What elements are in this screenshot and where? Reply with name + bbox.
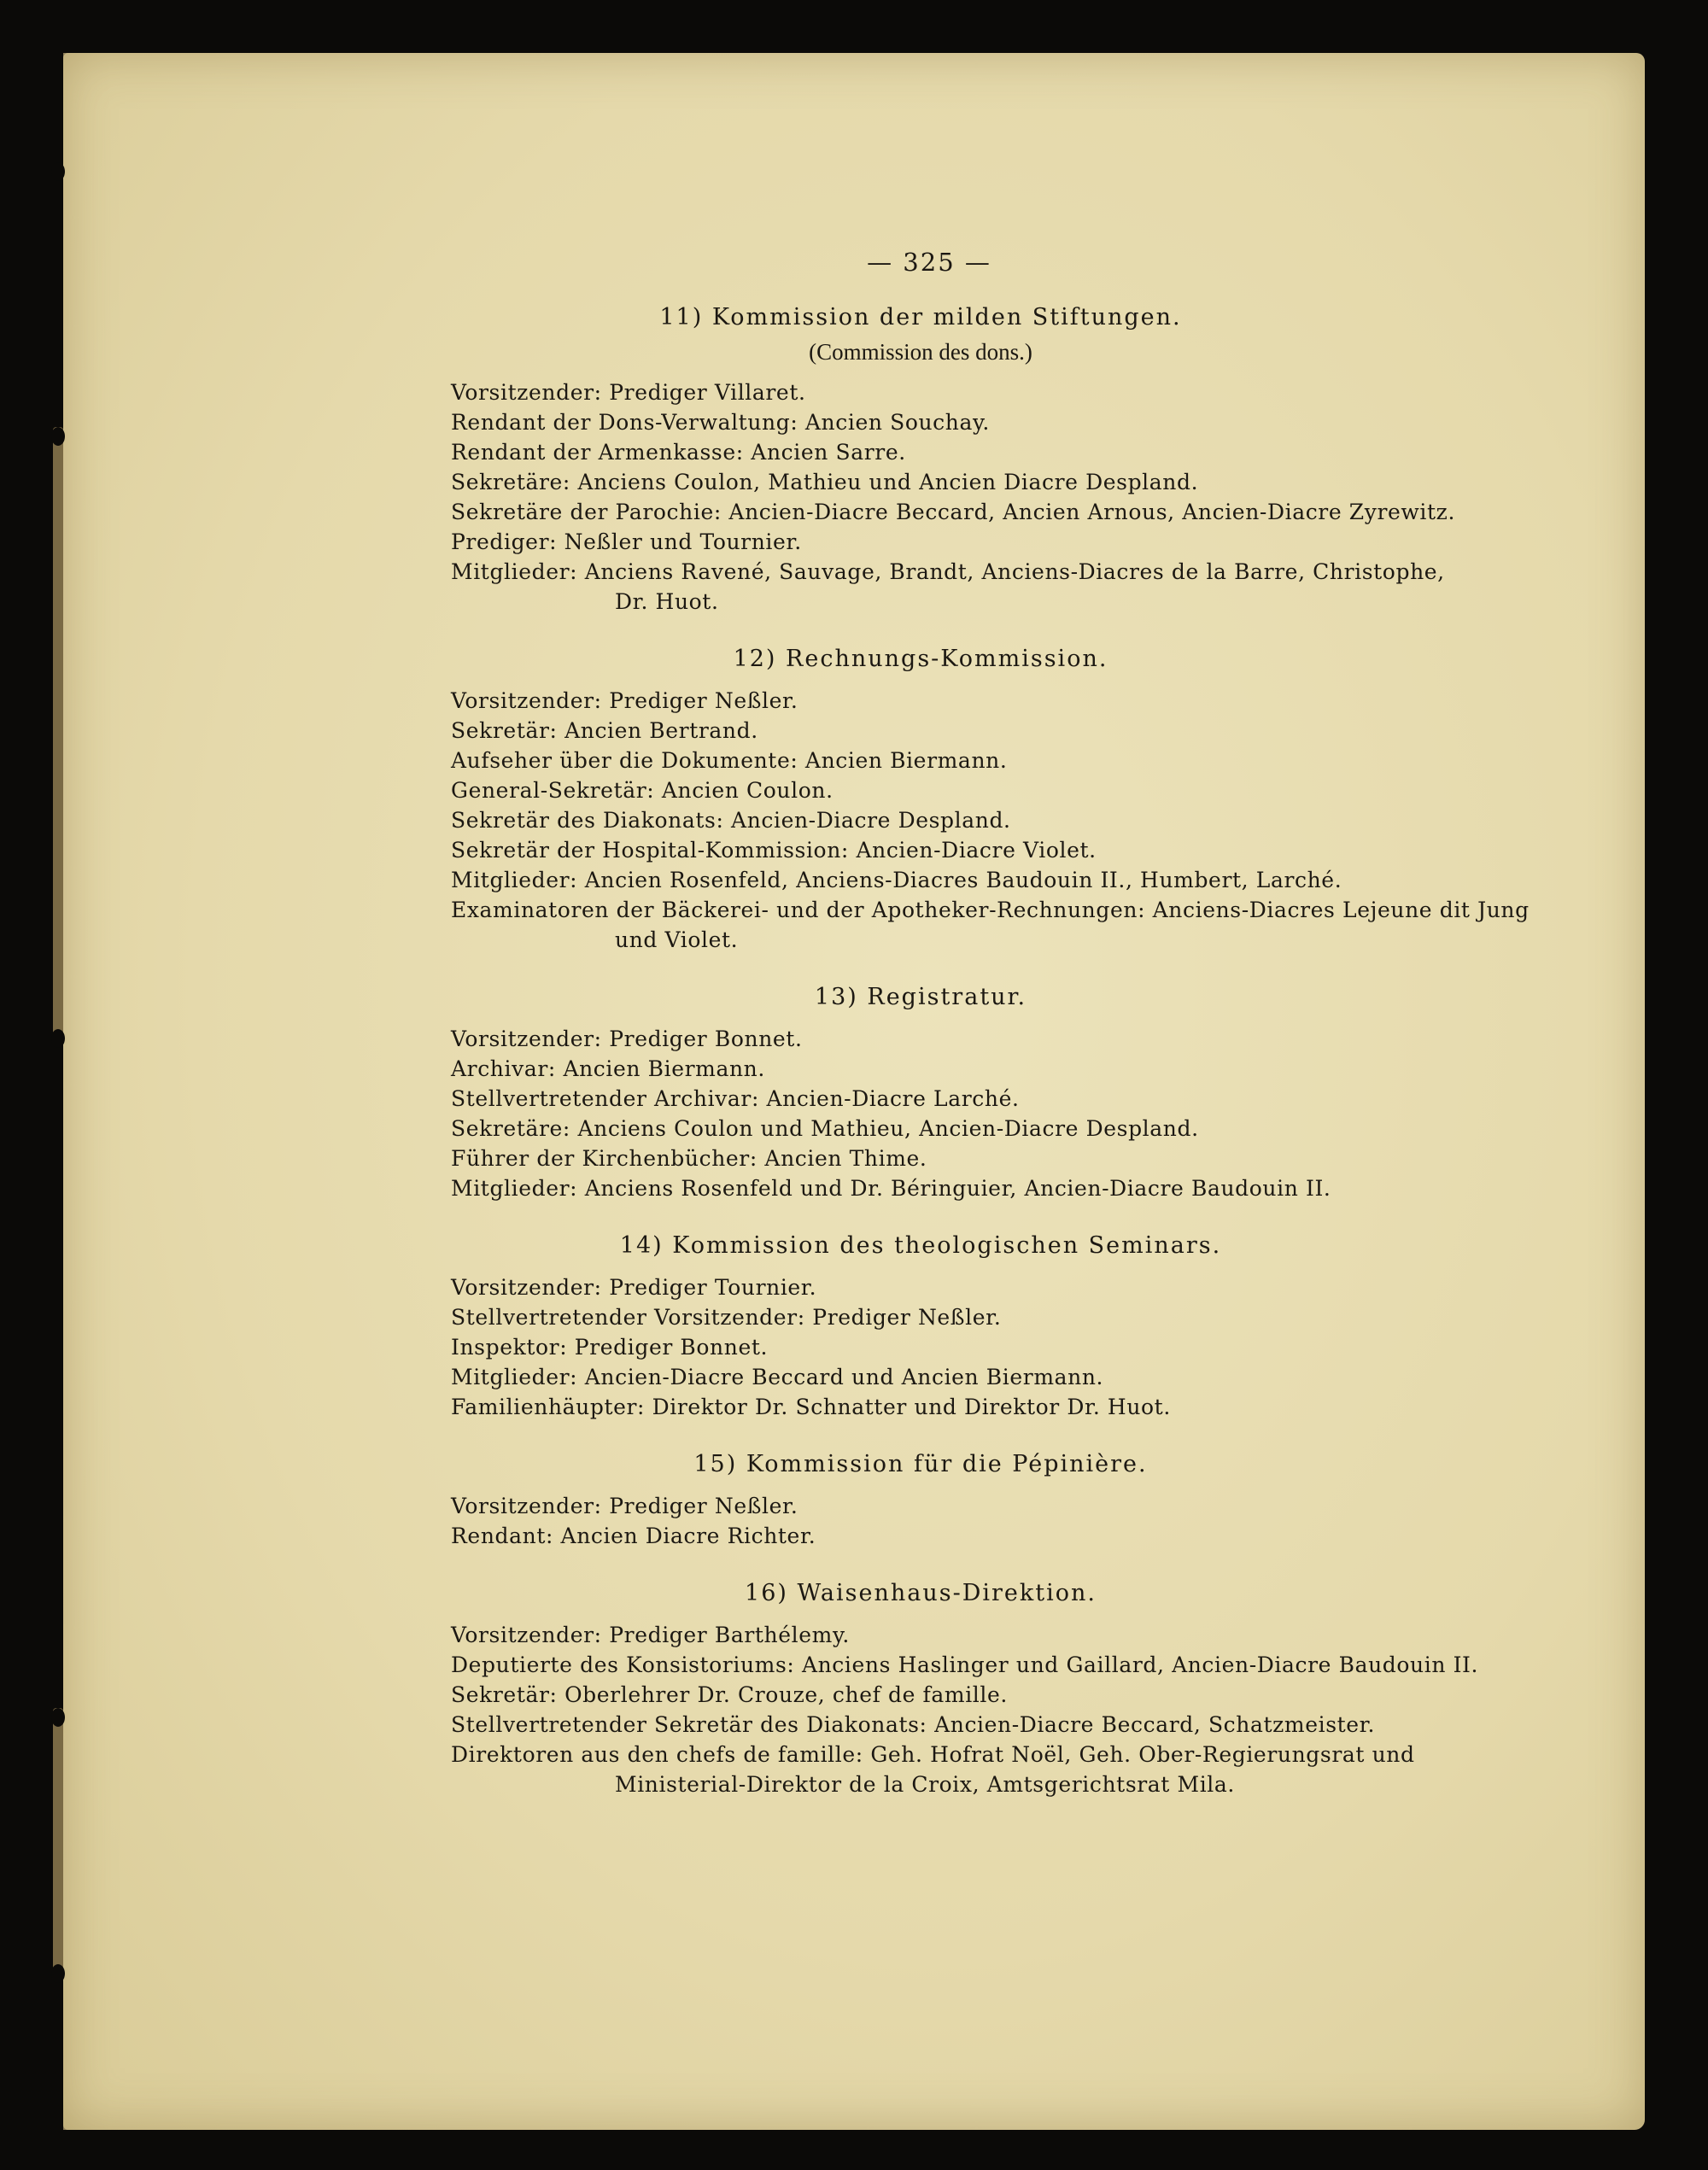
section-milde-stiftungen (451, 304, 1455, 617)
entry-line: Examinatoren der Bäckerei- und der Apotheker-Rechnungen: Anciens-Diacres Lejeune dit Jung (451, 898, 1530, 922)
entry-continuation: Ministerial-Direktor de la Croix, Amtsgerichtsrat Mila. (615, 1772, 1235, 1797)
page-content (451, 248, 1530, 1828)
entry-continuation: und Violet. (615, 927, 739, 952)
section-waisenhaus-direktion (451, 1580, 1479, 1799)
entry-line: Sekretär des Diakonats: Ancien-Diacre Despland. (451, 808, 1011, 833)
entry-line: Mitglieder: Ancien-Diacre Beccard und Ancien Biermann. (451, 1365, 1104, 1389)
entry-line: Mitglieder: Anciens Ravené, Sauvage, Brandt, Anciens-Diacres de la Barre, Christophe, (451, 559, 1445, 584)
entry-line: Sekretär der Hospital-Kommission: Ancien-Diacre Violet. (451, 838, 1097, 863)
page-binding-thread (53, 427, 63, 1042)
entry-line: Rendant der Dons-Verwaltung: Ancien Souchay. (451, 410, 990, 435)
entry-line: Vorsitzender: Prediger Barthélemy. (451, 1623, 850, 1647)
section-title: 14) Kommission des theologischen Seminars. (619, 1232, 1222, 1259)
entry-line: Rendant: Ancien Diacre Richter. (451, 1524, 816, 1548)
binding-hole (51, 1708, 65, 1727)
binding-hole (51, 427, 65, 446)
entry-line: Vorsitzender: Prediger Tournier. (451, 1275, 817, 1300)
section-title: 11) Kommission der milden Stiftungen. (659, 304, 1182, 330)
entry-line: Sekretär: Oberlehrer Dr. Crouze, chef de famille. (451, 1682, 1008, 1707)
entry-line: Stellvertretender Archivar: Ancien-Diacre Larché. (451, 1086, 1020, 1111)
entry-line: Aufseher über die Dokumente: Ancien Biermann. (451, 748, 1008, 773)
entry-line: Vorsitzender: Prediger Neßler. (451, 688, 798, 713)
entry-line: Deputierte des Konsistoriums: Anciens Haslinger und Gaillard, Ancien-Diacre Baudouin II. (451, 1652, 1479, 1677)
entry-line: Prediger: Neßler und Tournier. (451, 529, 802, 554)
entry-line: Rendant der Armenkasse: Ancien Sarre. (451, 440, 906, 465)
entry-line: Direktoren aus den chefs de famille: Geh. Hofrat Noël, Geh. Ober-Regierungsrat und (451, 1742, 1415, 1767)
entry-line: Mitglieder: Ancien Rosenfeld, Anciens-Diacres Baudouin II., Humbert, Larché. (451, 868, 1342, 892)
binding-hole (51, 1964, 65, 1983)
entry-continuation: Dr. Huot. (615, 589, 719, 614)
entry-line: Vorsitzender: Prediger Neßler. (451, 1494, 798, 1518)
section-subtitle: (Commission des dons.) (809, 339, 1032, 365)
entry-line: Sekretäre: Anciens Coulon, Mathieu und Ancien Diacre Despland. (451, 470, 1199, 494)
entry-line: Sekretäre der Parochie: Ancien-Diacre Beccard, Ancien Arnous, Ancien-Diacre Zyrewitz. (451, 500, 1455, 524)
section-theologisches-seminar (451, 1232, 1390, 1422)
entry-line: Stellvertretender Sekretär des Diakonats: Ancien-Diacre Beccard, Schatzmeister. (451, 1712, 1376, 1737)
binding-hole (51, 1029, 65, 1048)
section-title: 16) Waisenhaus-Direktion. (745, 1580, 1097, 1606)
entry-line: Führer der Kirchenbücher: Ancien Thime. (451, 1146, 927, 1171)
page-binding-thread (53, 1708, 63, 1981)
entry-line: Vorsitzender: Prediger Villaret. (451, 380, 806, 405)
section-rechnungs-kommission (451, 646, 1530, 955)
entry-line: Familienhäupter: Direktor Dr. Schnatter und Direktor Dr. Huot. (451, 1395, 1171, 1419)
entry-line: Mitglieder: Anciens Rosenfeld und Dr. Béringuier, Ancien-Diacre Baudouin II. (451, 1176, 1331, 1201)
section-pepiniere (451, 1451, 1390, 1551)
entry-line: Sekretär: Ancien Bertrand. (451, 718, 758, 743)
entry-line: Inspektor: Prediger Bonnet. (451, 1335, 769, 1360)
page-number: — 325 — (867, 248, 991, 277)
entry-line: Archivar: Ancien Biermann. (451, 1056, 765, 1081)
entry-line: Vorsitzender: Prediger Bonnet. (451, 1027, 803, 1051)
section-title: 13) Registratur. (814, 984, 1027, 1010)
section-title: 15) Kommission für die Pépinière. (693, 1451, 1148, 1477)
entry-line: General-Sekretär: Ancien Coulon. (451, 778, 834, 803)
section-title: 12) Rechnungs-Kommission. (733, 646, 1108, 672)
binding-hole (51, 162, 65, 181)
section-registratur (451, 984, 1390, 1203)
entry-line: Sekretäre: Anciens Coulon und Mathieu, Ancien-Diacre Despland. (451, 1116, 1199, 1141)
entry-line: Stellvertretender Vorsitzender: Prediger Neßler. (451, 1305, 1002, 1330)
